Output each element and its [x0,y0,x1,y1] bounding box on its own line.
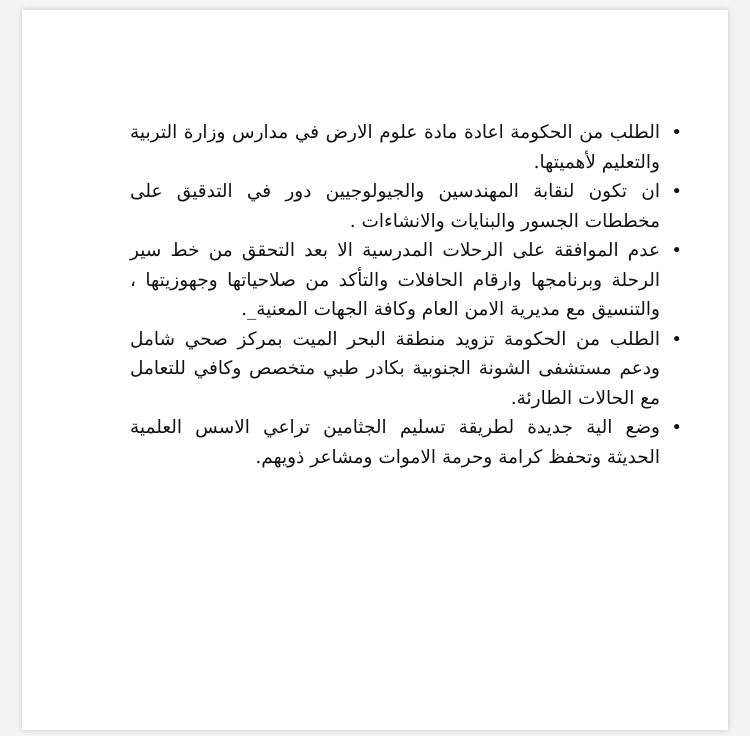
list-item [130,118,682,177]
list-item [130,413,682,472]
bullet-icon: • [671,181,682,202]
bullet-icon: • [671,240,682,261]
list-item [130,236,682,325]
bullet-icon: • [671,122,682,143]
list-item-text: ان تكون لنقابة المهندسين والجيولوجيين دور في التدقيق على مخططات الجسور والبنايات والانشاءات . [130,181,660,232]
list-item-text: الطلب من الحكومة اعادة مادة علوم الارض في مدارس وزارة التربية والتعليم لأهميتها. [130,122,660,173]
recommendations-list [130,118,682,472]
list-item-text: عدم الموافقة على الرحلات المدرسية الا بعد التحقق من خط سير الرحلة وبرنامجها وارقام الحافلات والتأكد من صلاحياتها وجهوزيتها ، والتنسيق مع مديرية الامن العام وكافة الجهات المعنية_. [130,240,660,320]
list-item-text: الطلب من الحكومة تزويد منطقة البحر الميت بمركز صحي شامل ودعم مستشفى الشونة الجنوبية بكادر طبي متخصص وكافي للتعامل مع الحالات الطارئة. [130,328,660,409]
list-item [130,325,682,414]
document-page [22,10,728,730]
bullet-icon: • [671,417,682,438]
list-item-text: وضع الية جديدة لطريقة تسليم الجثامين تراعي الاسس العلمية الحديثة وتحفظ كرامة وحرمة الاموات ومشاعر ذويهم. [130,417,660,468]
bullet-icon: • [671,328,682,350]
list-item [130,177,682,236]
